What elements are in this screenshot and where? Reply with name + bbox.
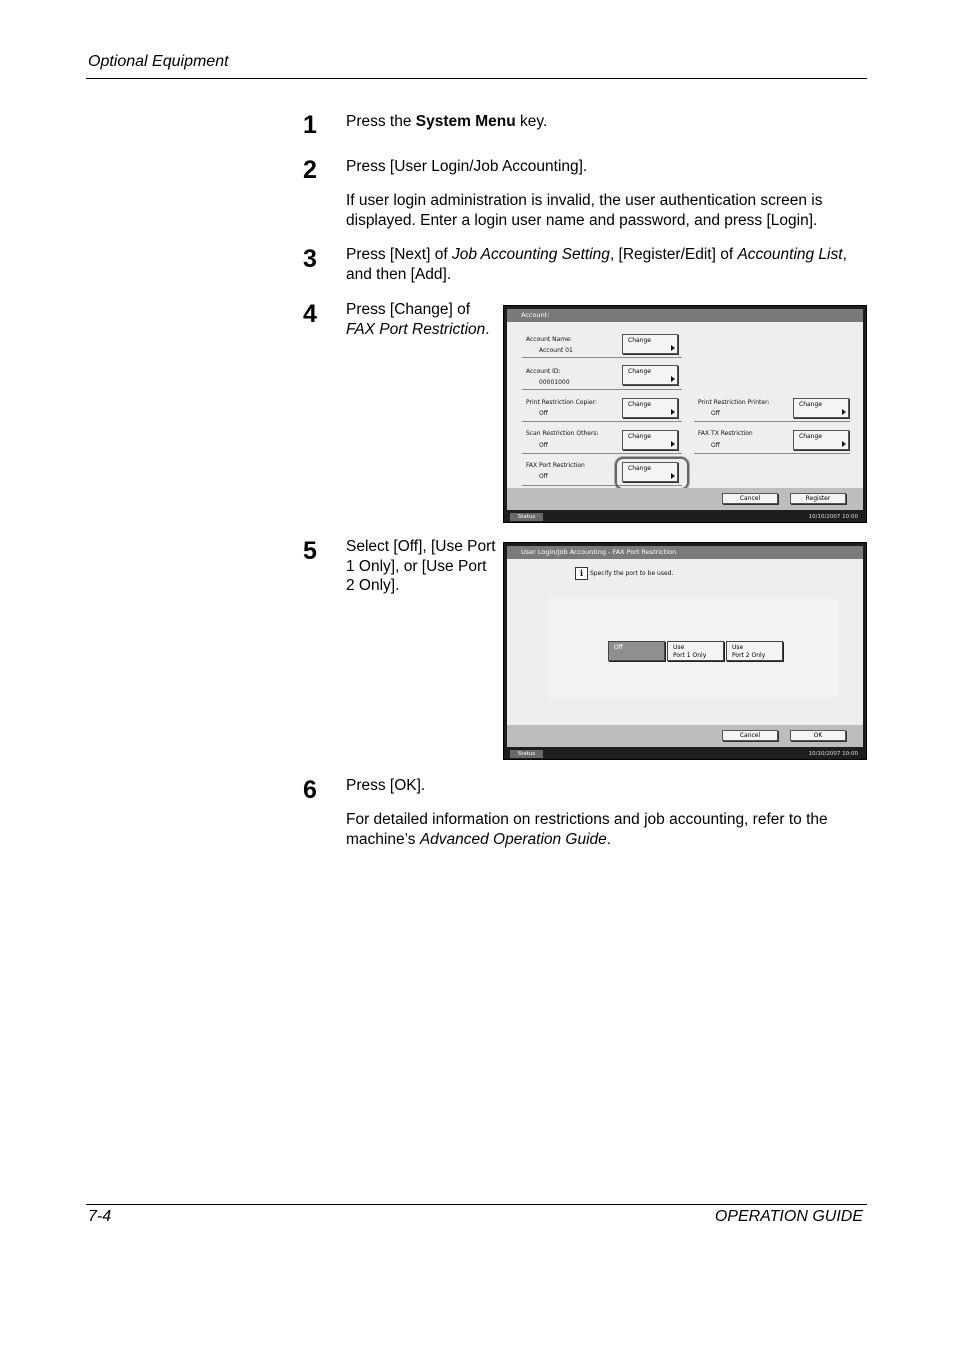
guide-title: OPERATION GUIDE bbox=[714, 1208, 863, 1225]
change-label: Change bbox=[799, 401, 822, 408]
status-button[interactable]: Status bbox=[510, 750, 543, 758]
change-label: Change bbox=[628, 337, 651, 344]
print-printer-value: Off bbox=[711, 410, 720, 417]
account-name-change-button[interactable] bbox=[622, 334, 678, 354]
instruction-message: Specify the port to be used. bbox=[590, 570, 674, 577]
option-label: Port 2 Only bbox=[732, 652, 766, 659]
divider bbox=[522, 389, 682, 390]
info-icon: i bbox=[575, 567, 588, 580]
page-header-title: Optional Equipment bbox=[88, 53, 229, 70]
step-2-number: 2 bbox=[303, 156, 317, 184]
scan-restriction-value: Off bbox=[539, 442, 548, 449]
arrow-right-icon bbox=[842, 441, 846, 447]
step-3-text: Press [Next] of Job Accounting Setting, [Register/Edit] of Accounting List, and then [Add]. bbox=[346, 246, 847, 283]
fax-port-screen-title: User Login/Job Accounting - FAX Port Restriction bbox=[507, 546, 863, 559]
footer-rule bbox=[86, 1204, 867, 1205]
option-label: Port 1 Only bbox=[673, 652, 707, 659]
account-id-change-button[interactable] bbox=[622, 365, 678, 385]
fax-port-label: FAX Port Restriction bbox=[526, 462, 585, 469]
divider bbox=[522, 421, 682, 422]
clock-readout: 10/10/2007 10:00 bbox=[808, 514, 858, 520]
change-label: Change bbox=[628, 368, 651, 375]
arrow-right-icon bbox=[671, 376, 675, 382]
print-copier-label: Print Restriction Copier: bbox=[526, 399, 598, 406]
fax-tx-value: Off bbox=[711, 442, 720, 449]
step-6-note: For detailed information on restrictions and job accounting, refer to the machine’s Advanced Operation Guide. bbox=[346, 811, 828, 848]
clock-readout: 10/10/2007 10:00 bbox=[808, 751, 858, 757]
account-name-value: Account 01 bbox=[539, 347, 573, 354]
option-use-port-1-only[interactable] bbox=[667, 641, 724, 661]
step-6-number: 6 bbox=[303, 776, 317, 804]
step-1-text: Press the System Menu key. bbox=[346, 113, 548, 130]
scan-restriction-change-button[interactable] bbox=[622, 430, 678, 450]
step-4-number: 4 bbox=[303, 300, 317, 328]
print-printer-label: Print Restriction Printer: bbox=[698, 399, 770, 406]
arrow-right-icon bbox=[671, 441, 675, 447]
divider bbox=[522, 357, 682, 358]
option-label: Use bbox=[673, 644, 685, 651]
divider bbox=[694, 453, 850, 454]
step-5-text: Select [Off], [Use Port 1 Only], or [Use Port 2 Only]. bbox=[346, 538, 496, 594]
fax-port-screen-body bbox=[507, 546, 863, 747]
header-rule bbox=[86, 78, 867, 79]
divider bbox=[522, 453, 682, 454]
fax-port-value: Off bbox=[539, 473, 548, 480]
option-off[interactable]: Off bbox=[608, 641, 665, 661]
divider bbox=[694, 421, 850, 422]
arrow-right-icon bbox=[671, 409, 675, 415]
change-label: Change bbox=[799, 433, 822, 440]
print-printer-change-button[interactable] bbox=[793, 398, 849, 418]
account-screen bbox=[503, 305, 867, 523]
arrow-right-icon bbox=[671, 345, 675, 351]
fax-tx-label: FAX TX Restriction bbox=[698, 430, 753, 437]
arrow-right-icon bbox=[671, 473, 675, 479]
step-2-text: Press [User Login/Job Accounting]. bbox=[346, 158, 588, 175]
account-id-label: Account ID: bbox=[526, 368, 561, 375]
account-screen-body bbox=[507, 309, 863, 510]
step-6-text: Press [OK]. bbox=[346, 777, 426, 794]
step-4-text: Press [Change] of FAX Port Restriction. bbox=[346, 301, 490, 338]
step-3-number: 3 bbox=[303, 245, 317, 273]
print-copier-change-button[interactable] bbox=[622, 398, 678, 418]
account-name-label: Account Name: bbox=[526, 336, 572, 343]
fax-port-screen-action-bar bbox=[507, 725, 863, 747]
option-use-port-2-only[interactable] bbox=[726, 641, 783, 661]
print-copier-value: Off bbox=[539, 410, 548, 417]
change-label: Change bbox=[628, 465, 651, 472]
scan-restriction-label: Scan Restriction Others: bbox=[526, 430, 599, 437]
cancel-button[interactable]: Cancel bbox=[722, 493, 778, 504]
page-number: 7-4 bbox=[88, 1208, 112, 1225]
ok-button[interactable]: OK bbox=[790, 730, 846, 741]
change-label: Change bbox=[628, 401, 651, 408]
arrow-right-icon bbox=[842, 409, 846, 415]
fax-port-screen bbox=[503, 542, 867, 760]
option-label: Use bbox=[732, 644, 744, 651]
status-button[interactable]: Status bbox=[510, 513, 543, 521]
fax-port-change-button[interactable] bbox=[622, 462, 678, 482]
fax-tx-change-button[interactable] bbox=[793, 430, 849, 450]
register-button[interactable]: Register bbox=[790, 493, 846, 504]
step-2-note: If user login administration is invalid, the user authentication screen is displayed. Enter a login user name and password, and press [Login]. bbox=[346, 192, 823, 229]
account-screen-title: Account: bbox=[507, 309, 863, 322]
account-screen-action-bar bbox=[507, 488, 863, 510]
change-label: Change bbox=[628, 433, 651, 440]
step-1-number: 1 bbox=[303, 111, 317, 139]
account-id-value: 00001000 bbox=[539, 379, 570, 386]
cancel-button[interactable]: Cancel bbox=[722, 730, 778, 741]
step-5-number: 5 bbox=[303, 537, 317, 565]
